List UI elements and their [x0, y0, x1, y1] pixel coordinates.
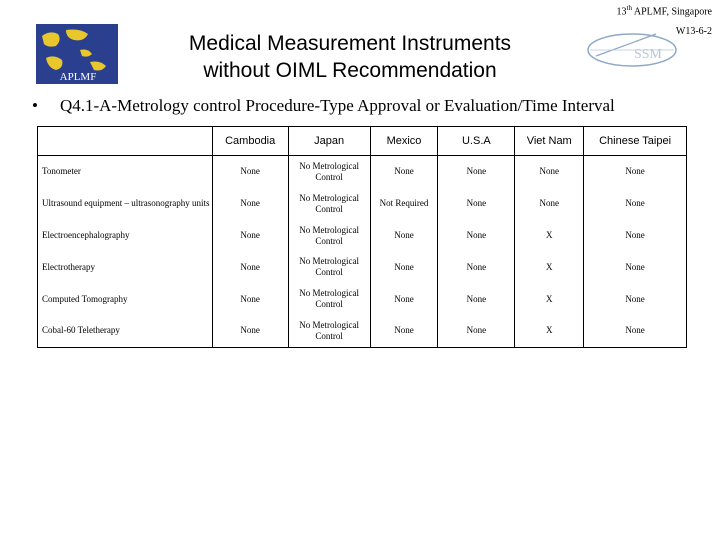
- slide-code: W13-6-2: [675, 26, 712, 37]
- title-line-2: without OIML Recommendation: [203, 59, 497, 82]
- table-cell: Computed Tomography: [42, 293, 128, 304]
- table-cell: None: [438, 156, 515, 188]
- table-cell: X: [515, 315, 584, 348]
- table-cell: None: [212, 283, 288, 315]
- table-cell: Tonometer: [42, 166, 81, 177]
- table-row: [38, 156, 687, 188]
- header-cell-mexico: Mexico: [370, 127, 438, 156]
- table-cell: None: [370, 283, 438, 315]
- header-cell-japan: Japan: [288, 127, 370, 156]
- conference-label: 13th APLMF, Singapore: [616, 4, 712, 18]
- table-cell: X: [515, 220, 584, 252]
- table-row: [38, 220, 687, 252]
- table-cell: None: [370, 220, 438, 252]
- table-cell: No Metrological Control: [288, 220, 370, 252]
- table-cell: Electrotherapy: [42, 261, 95, 272]
- table-cell: X: [515, 283, 584, 315]
- table-cell: Electroencephalography: [42, 230, 130, 241]
- svg-text:SSM: SSM: [633, 47, 663, 62]
- table-cell: None: [438, 220, 515, 252]
- table-cell: None: [438, 315, 515, 348]
- table-cell: X: [515, 251, 584, 283]
- table-cell: No Metrological Control: [288, 188, 370, 220]
- table-cell: None: [212, 220, 288, 252]
- table-cell: None: [438, 251, 515, 283]
- table-cell: None: [212, 251, 288, 283]
- table-cell: None: [515, 188, 584, 220]
- table-cell: Cobal-60 Teletherapy: [42, 325, 120, 336]
- header-cell-vietnam: Viet Nam: [515, 127, 584, 156]
- ssm-logo: [586, 28, 678, 72]
- table-header-row: [38, 127, 687, 156]
- table-cell: No Metrological Control: [288, 283, 370, 315]
- table-cell: None: [212, 156, 288, 188]
- title-line-1: Medical Measurement Instruments: [188, 32, 512, 55]
- table-cell: None: [212, 315, 288, 348]
- table-cell: None: [584, 283, 687, 315]
- table-cell: None: [370, 156, 438, 188]
- table-cell: None: [212, 188, 288, 220]
- aplmf-logo: [36, 24, 118, 84]
- question-bullet: [32, 96, 615, 116]
- table-cell: None: [370, 315, 438, 348]
- table-cell: None: [584, 315, 687, 348]
- table-row: [38, 283, 687, 315]
- table-cell: None: [438, 283, 515, 315]
- table-cell: None: [370, 251, 438, 283]
- table-cell: None: [515, 156, 584, 188]
- header-cell-chinese-taipei: Chinese Taipei: [584, 127, 687, 156]
- header-cell-cambodia: Cambodia: [212, 127, 288, 156]
- table-cell: None: [584, 251, 687, 283]
- question-text: Q4.1-A-Metrology control Procedure-Type Approval or Evaluation/Time Interval: [59, 96, 615, 115]
- header-cell-usa: U.S.A: [438, 127, 515, 156]
- table-row: [38, 188, 687, 220]
- table-cell: Not Required: [370, 188, 438, 220]
- header-cell-instrument: [38, 127, 213, 156]
- table-cell: None: [584, 156, 687, 188]
- instruments-table: [37, 126, 687, 348]
- table-cell: No Metrological Control: [288, 251, 370, 283]
- slide-title: [140, 30, 560, 84]
- table-cell: Ultrasound equipment – ultrasonography units: [42, 198, 210, 209]
- bullet-symbol: •: [32, 96, 38, 115]
- table-cell: No Metrological Control: [288, 315, 370, 348]
- table-cell: No Metrological Control: [288, 156, 370, 188]
- table-row: [38, 251, 687, 283]
- table-cell: None: [584, 188, 687, 220]
- table-row: [38, 315, 687, 348]
- table-cell: None: [584, 220, 687, 252]
- svg-text:APLMF: APLMF: [59, 71, 97, 83]
- table-cell: None: [438, 188, 515, 220]
